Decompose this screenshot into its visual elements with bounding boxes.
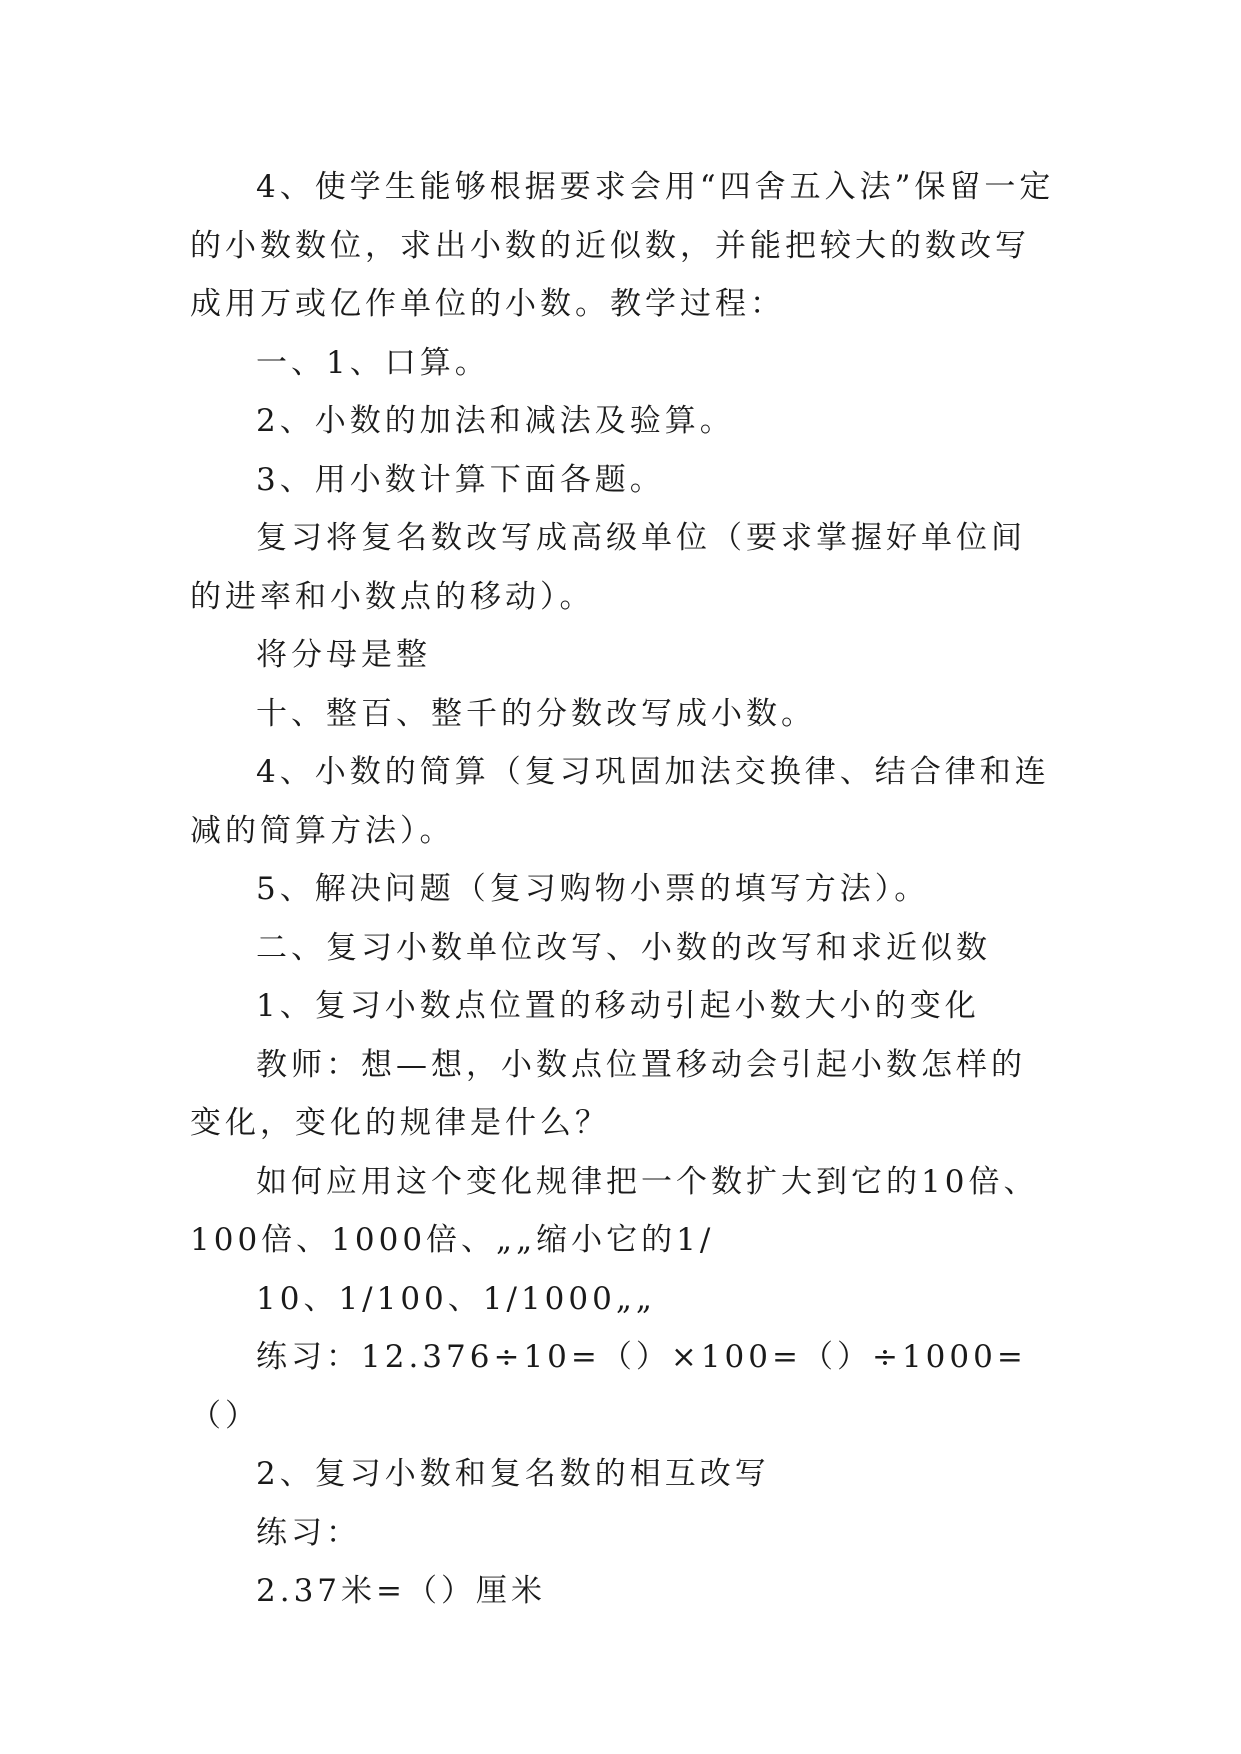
paragraph: 3、用小数计算下面各题。: [256, 461, 665, 498]
paragraph: 将分母是整: [256, 637, 431, 673]
paragraph: 2.37米=（）厘米: [256, 1573, 546, 1609]
paragraph: 2、复习小数和复名数的相互改写: [256, 1456, 770, 1492]
paragraph: 1、复习小数点位置的移动引起小数大小的变化: [256, 988, 980, 1024]
paragraph: 教师：想—想，小数点位置移动会引起小数怎样的变化，变化的规律是什么？: [190, 1046, 1026, 1141]
paragraph: 十、整百、整千的分数改写成小数。: [256, 695, 816, 732]
paragraph: 练习：12.376÷10=（）×100=（）÷1000=（）: [190, 1339, 1027, 1434]
paragraph: 10、1/100、1/1000„„: [256, 1280, 656, 1317]
document-body: [190, 158, 1060, 1621]
paragraph: 5、解决问题（复习购物小票的填写方法）。: [256, 871, 930, 907]
paragraph: 二、复习小数单位改写、小数的改写和求近似数: [256, 929, 991, 966]
paragraph: 练习：: [256, 1514, 361, 1551]
paragraph: 2、小数的加法和减法及验算。: [256, 403, 735, 439]
paragraph: 4、使学生能够根据要求会用“四舍五入法”保留一定的小数数位，求出小数的近似数，并能把较大的数改写成用万或亿作单位的小数。教学过程：: [190, 169, 1055, 322]
paragraph: 一、1、口算。: [256, 344, 490, 381]
paragraph: 如何应用这个变化规律把一个数扩大到它的10倍、100倍、1000倍、„„缩小它的1/: [190, 1163, 1039, 1258]
paragraph: 复习将复名数改写成高级单位（要求掌握好单位间的进率和小数点的移动）。: [190, 520, 1026, 615]
paragraph: 4、小数的简算（复习巩固加法交换律、结合律和连减的简算方法）。: [190, 754, 1050, 849]
